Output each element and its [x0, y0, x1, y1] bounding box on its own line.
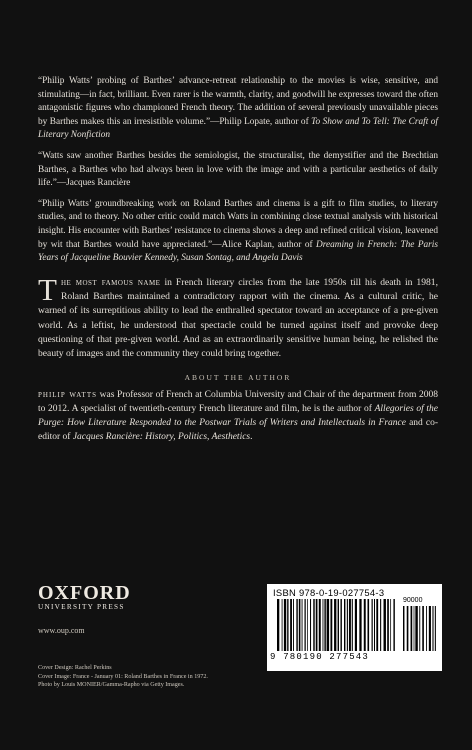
barcode-bar — [415, 606, 417, 651]
barcode-bar — [324, 599, 325, 651]
author-bio: philip watts was Professor of French at Columbia University and Chair of the department from 2008 to 2012. A specialist of twentieth-century French literature and film, he is the author of Allegories of the Purge: How Literature Responded to the Postwar Trials of Writers and Intellectuals in France and co-editor of Jacques Rancière: History, Politics, Aesthetics. — [38, 389, 438, 443]
barcode-bar — [293, 599, 294, 651]
barcode-bar — [374, 599, 375, 651]
barcode-bar — [367, 599, 369, 651]
barcode-bar — [387, 599, 389, 651]
author-name: philip watts — [38, 389, 97, 400]
barcode-bar — [299, 599, 301, 651]
barcode-bar — [282, 599, 283, 651]
barcode-bar — [284, 599, 286, 651]
barcode-bar — [393, 599, 394, 651]
publisher-logo — [38, 584, 131, 611]
barcode-bar — [327, 599, 330, 651]
isbn-label: ISBN 978-0-19-027754-3 — [273, 587, 385, 598]
barcode-bar — [390, 599, 391, 651]
barcode-bar — [355, 599, 357, 651]
publisher-name: OXFORD — [38, 582, 131, 604]
description-body: in French literary circles from the late 1950s till his death in 1981, Roland Barthes maintained a contradictory rapport with the cinema. As a cultural critic, he warned of its surreptitious ability to lead the enthralled spectator toward an acceptance of a pre-given world. As a leftist, he understood that spectacle could be turned against itself and provoke deep questioning of that pre-given world. And as an extraordinarily sensitive human being, he relished the beauty of images and the community they could bring together. — [38, 276, 438, 360]
book-description — [38, 271, 438, 362]
barcode-bar — [435, 606, 436, 651]
barcode-bar — [310, 599, 311, 651]
barcode-bar — [313, 599, 314, 651]
barcode-bar — [330, 599, 332, 651]
barcode-bar — [323, 599, 324, 651]
drop-cap: T — [38, 271, 57, 307]
barcode-bar — [305, 599, 306, 651]
credit-line: Cover Design: Rachel Perkins — [38, 665, 112, 671]
isbn-barcode — [267, 584, 442, 671]
back-cover-text — [38, 75, 438, 445]
blurb-quote: “Philip Watts’ probing of Barthes’ advance-retreat relationship to the movies is wise, sensitive, and stimulating—in fact, brilliant. Even rarer is the warmth, clarity, and goodwill he expresses toward the often antagonistic figures who championed French theory. The addition of several previously unavailable pieces by Barthes makes this an irresistible volume.”—Philip Lopate, author of To Show and To Tell: The Craft of Literary Nonfiction — [38, 76, 438, 141]
barcode-bar — [334, 599, 336, 651]
barcode-bar — [403, 606, 404, 651]
price-code: 90000 — [403, 597, 423, 604]
publisher-url: www.oup.com — [38, 626, 85, 635]
barcode-bar — [429, 606, 431, 651]
publisher-subtitle: UNIVERSITY PRESS — [38, 603, 125, 611]
about-author-heading: ABOUT THE AUTHOR — [184, 372, 292, 382]
barcode-bar — [426, 606, 427, 651]
barcode-bar — [359, 599, 361, 651]
barcode-bar — [287, 599, 288, 651]
barcode-bar — [347, 599, 348, 651]
barcode-bar — [411, 606, 413, 651]
barcode-bar — [376, 599, 378, 651]
barcode-bar — [384, 599, 386, 651]
barcode-bar — [296, 599, 297, 651]
barcode-bar — [340, 599, 341, 651]
barcode-bar — [419, 606, 420, 651]
barcode-bar — [307, 599, 308, 651]
barcode-bar — [372, 599, 373, 651]
barcode-bar — [277, 599, 279, 651]
barcode-bar — [352, 599, 353, 651]
barcode-bar — [407, 606, 409, 651]
barcode-bar — [422, 606, 424, 651]
blurb-quote: “Watts saw another Barthes besides the semiologist, the structuralist, the demystifier and the Brechtian Barthes, a Barthes who had always been in love with the image and with a particular aesthetics of daily life.”—Jacques Rancière — [38, 150, 438, 189]
addon-barcode-bars — [403, 606, 436, 651]
barcode-bar — [344, 599, 345, 651]
credit-line: Photo by Louis MONIER/Gamma-Rapho via Getty Images. — [38, 682, 185, 689]
credit-line: Cover Image: France - January 01: Roland Barthes in France in 1972. — [38, 673, 208, 680]
barcode-bar — [319, 599, 321, 651]
barcode-bar — [316, 599, 318, 651]
ean-barcode-bars — [277, 599, 397, 651]
ean-digits: 9 780190 277543 — [270, 652, 370, 662]
barcode-bar — [364, 599, 366, 651]
description-lead: he most famous name — [60, 276, 161, 288]
barcode-bar — [380, 599, 381, 651]
barcode-bar — [414, 606, 415, 651]
cover-credits — [38, 664, 288, 690]
barcode-bar — [349, 599, 351, 651]
barcode-bar — [338, 599, 339, 651]
barcode-bar — [432, 606, 433, 651]
barcode-bar — [302, 599, 303, 651]
barcode-bar — [290, 599, 292, 651]
blurb-quote: “Philip Watts’ groundbreaking work on Roland Barthes and cinema is a gift to film studies, to literary studies, and to theory. No other critic could match Watts in combining close textual analysis with historical insight. His encounter with Barthes’ resistance to cinema shows a deep and refined critical vision, leavened by wit that Barthes would have appreciated.”—Alice Kaplan, author of Dreaming in French: The Paris Years of Jacqueline Bouvier Kennedy, Susan Sontag, and Angela Davis — [38, 198, 438, 264]
